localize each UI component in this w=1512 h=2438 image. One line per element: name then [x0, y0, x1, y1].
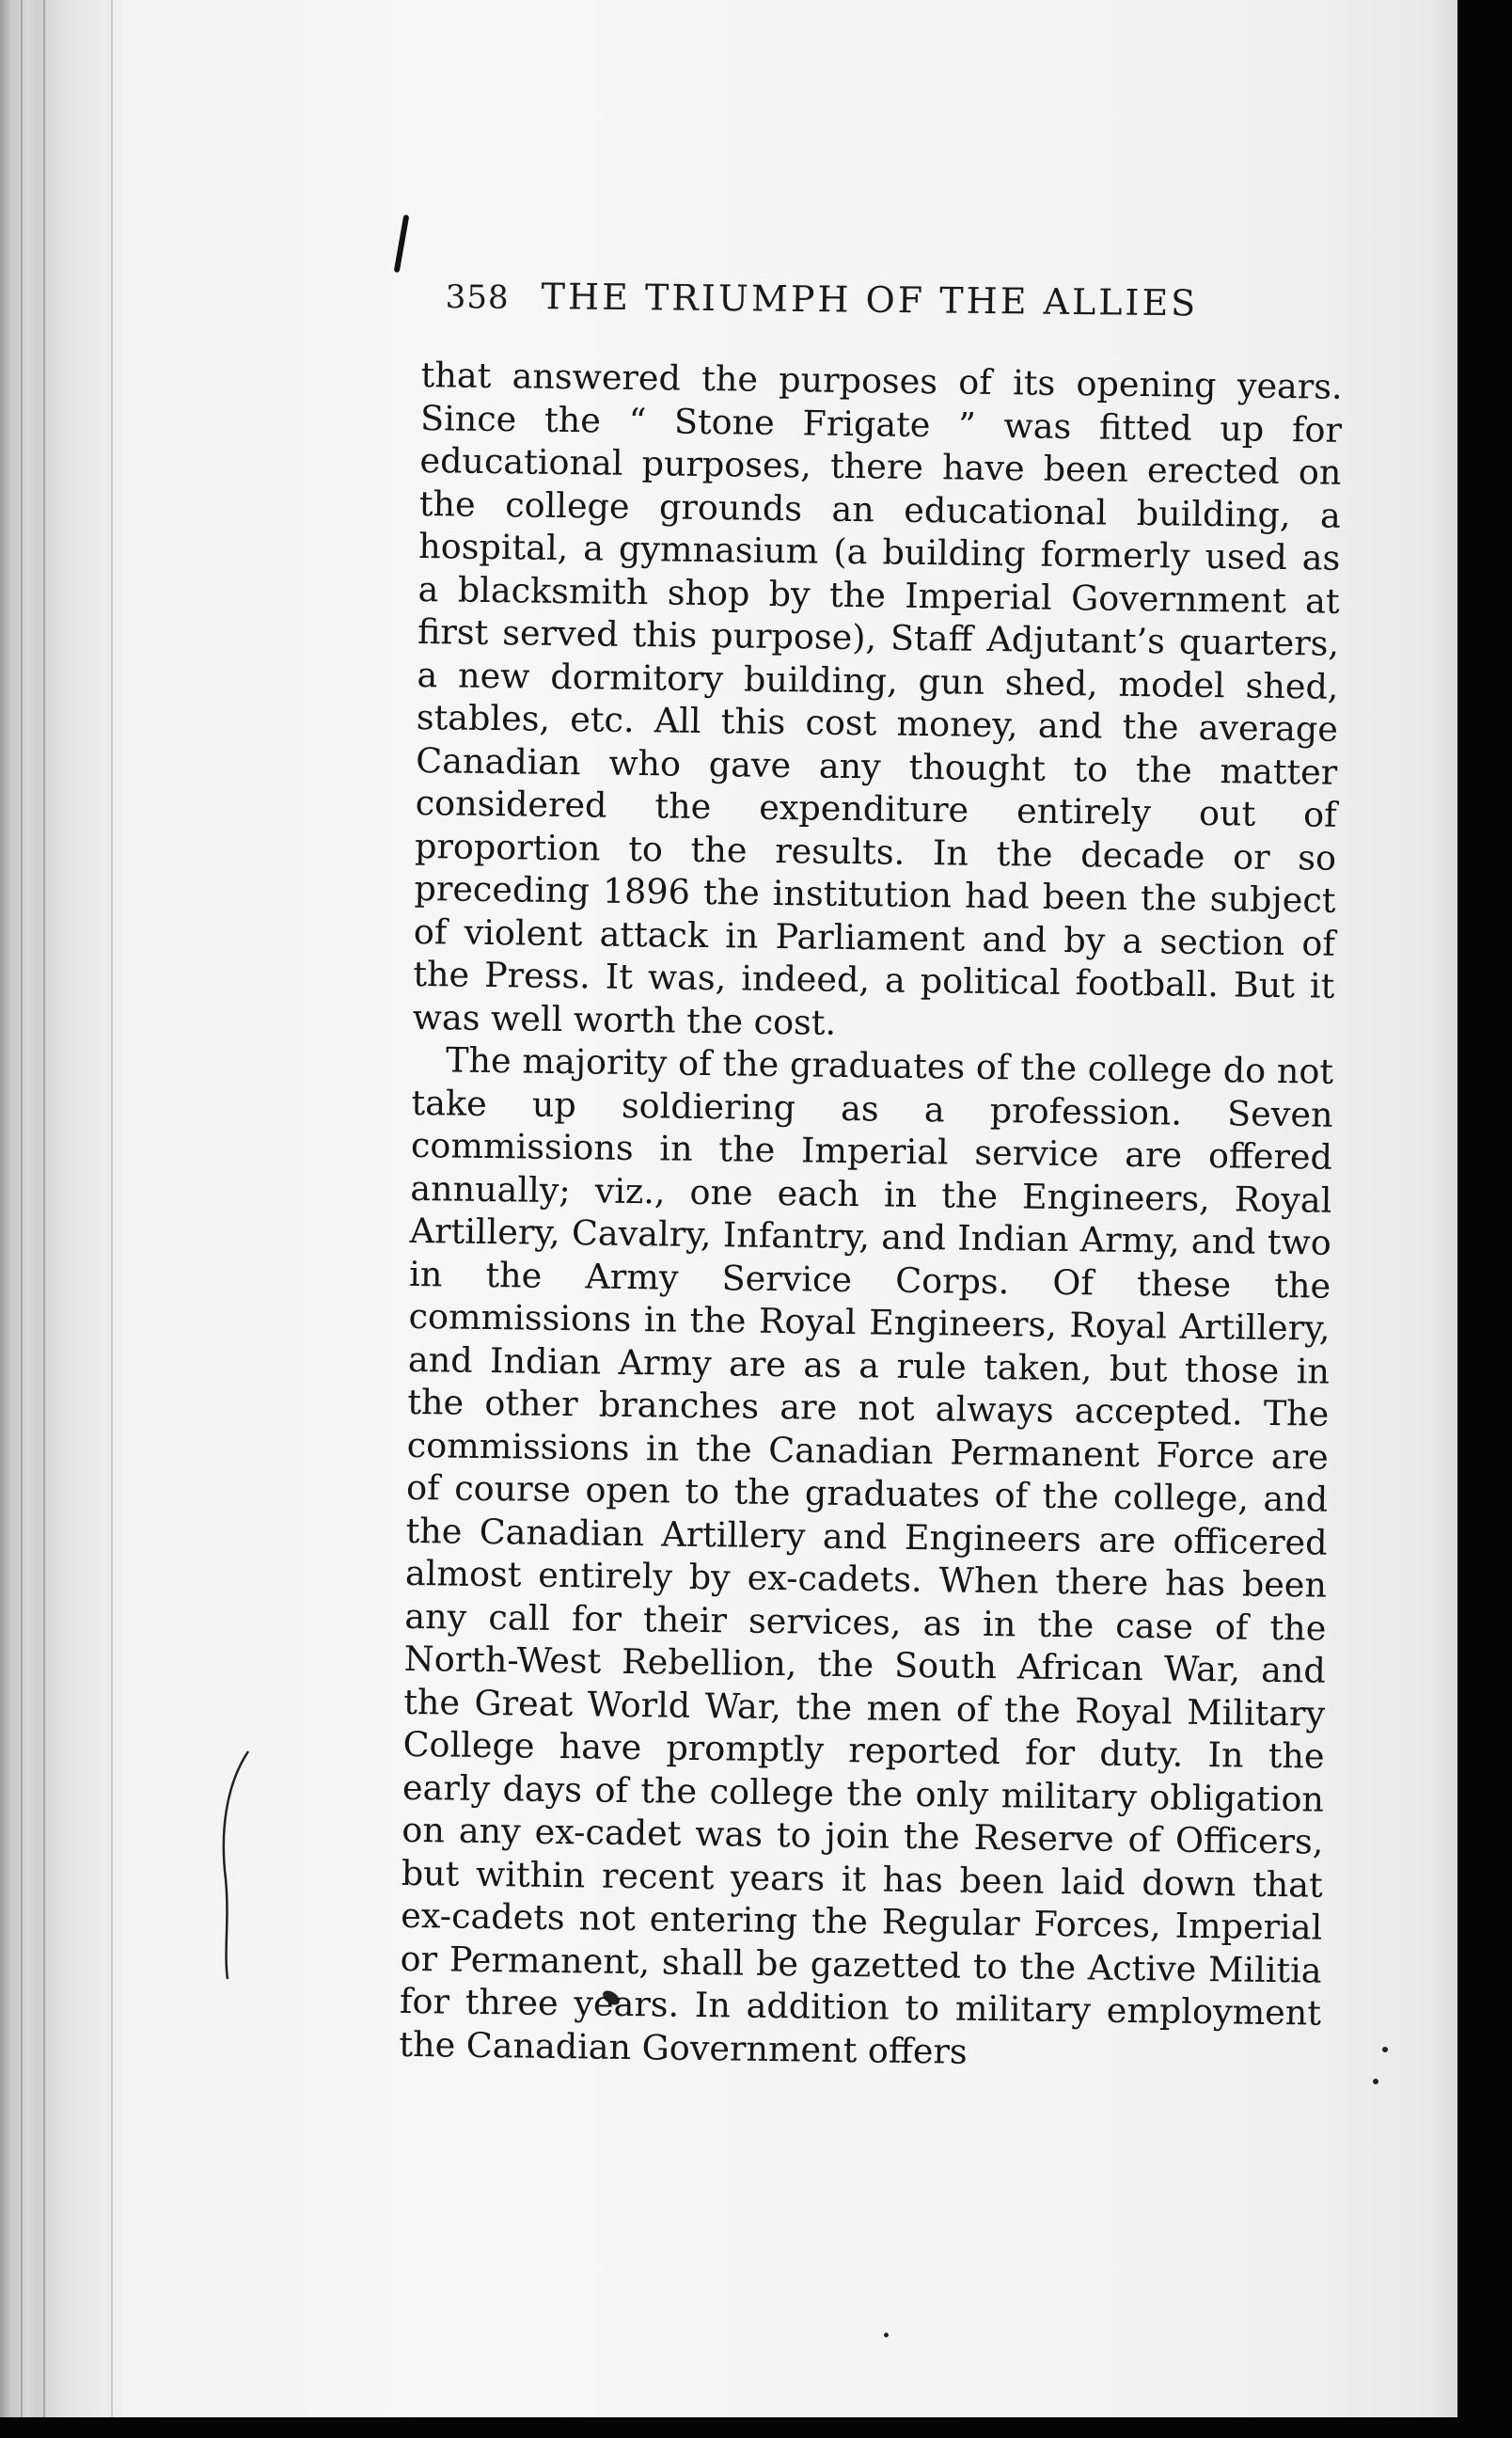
- gutter-shadow-line: [111, 0, 113, 2417]
- ink-speck: [884, 2333, 889, 2337]
- body-text: [399, 354, 1343, 2078]
- gutter-shadow-line: [21, 0, 23, 2417]
- running-title: THE TRIUMPH OF THE ALLIES: [541, 276, 1199, 325]
- ink-speck: [1373, 2079, 1378, 2084]
- page-number: 358: [445, 277, 510, 317]
- handwritten-bracket-mark: [216, 1748, 254, 1983]
- scan-border-bottom: [0, 2417, 1512, 2438]
- ink-speck: [1382, 2047, 1388, 2052]
- paragraph-graduates: The majority of the graduates of the college do not take up soldiering as a profession. Seven commissions in the Imperial service are offered annually; viz., one each in the Engineers, Royal Artillery, Cavalry, Infantry, and Indian Army, and two in the Army Service Corps. Of these the commissions in the Royal Engineers, Royal Artillery, and Indian Army are as a rule taken, but those in the other branches are not always accepted. The commissions in the Canadian Permanent Force are of course open to the graduates of the college, and the Canadian Artillery and Engineers are officered almost entirely by ex-cadets. When there has been any call for their services, as in the case of the North-West Rebellion, the South African War, and the Great World War, the men of the Royal Military College have promptly reported for duty. In the early days of the college the only military obligation on any ex-cadet was to join the Reserve of Officers, but within recent years it has been laid down that ex-cadets not entering the Regular Forces, Imperial or Permanent, shall be gazetted to the Active Militia for three years. In addition to military employment the Canadian Government offers: [399, 1039, 1334, 2072]
- scan-border-right: [1457, 0, 1512, 2438]
- page-header: [445, 275, 1254, 340]
- gutter-shadow-line: [43, 0, 45, 2417]
- paragraph-continuation: that answered the purposes of its opening years. Since the “ Stone Frigate ” was fitted up for educational purposes, there have been erected on the college grounds an educational building, a hospital, a gymnasium (a building formerly used as a blacksmith shop by the Imperial Government at first served this purpose), Staff Adjutant’s quarters, a new dormitory building, gun shed, model shed, stables, etc. All this cost money, and the average Canadian who gave any thought to the matter considered the expenditure entirely out of proportion to the results. In the decade or so preceding 1896 the institution had been the subject of violent attack in Parliament and by a section of the Press. It was, indeed, a political football. But it was well worth the cost.: [412, 354, 1343, 1043]
- page-gutter: [0, 0, 122, 2417]
- handwritten-stroke-mark: [394, 214, 410, 273]
